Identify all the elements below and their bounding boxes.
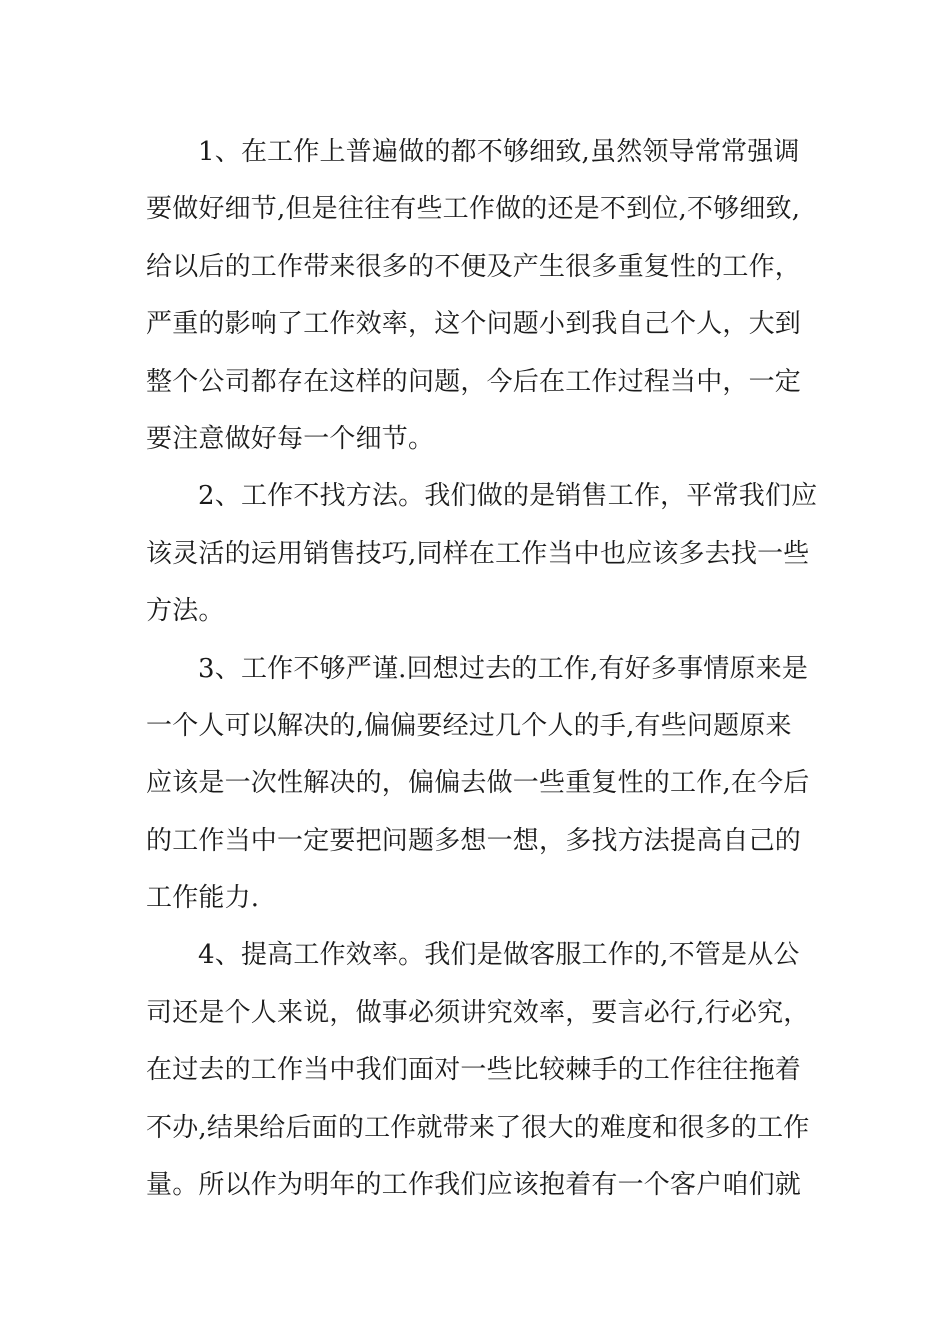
text-line: 司还是个人来说，做事必须讲究效率，要言必行,行必究，: [146, 997, 810, 1028]
paragraph-1: [146, 124, 808, 468]
text-line: 1、在工作上普遍做的都不够细致,虽然领导常常强调: [198, 137, 800, 167]
text-line: 2、工作不找方法。我们做的是销售工作，平常我们应: [198, 481, 818, 512]
text-line: 严重的影响了工作效率，这个问题小到我自己个人，大到: [146, 309, 802, 340]
text-line: 方法。: [146, 596, 225, 627]
text-line: 的工作当中一定要把问题多想一想，多找方法提高自己的: [146, 825, 802, 856]
text-line: 要做好细节,但是往往有些工作做的还是不到位,不够细致,: [146, 194, 801, 225]
text-line: 3、工作不够严谨.回想过去的工作,有好多事情原来是: [198, 653, 809, 684]
document-body: [146, 124, 818, 1214]
text-line: 一个人可以解决的,偏偏要经过几个人的手,有些问题原来: [146, 710, 792, 741]
text-line: 应该是一次性解决的，偏偏去做一些重复性的工作,在今后: [146, 768, 810, 799]
paragraph-2: [146, 468, 818, 640]
paragraph-4: [146, 927, 808, 1214]
text-line: 给以后的工作带来很多的不便及产生很多重复性的工作，: [146, 251, 802, 282]
text-line: 量。所以作为明年的工作我们应该抱着有一个客户咱们就: [146, 1170, 802, 1201]
text-line: 工作能力.: [146, 883, 260, 914]
text-line: 要注意做好每一个细节。: [146, 423, 435, 454]
text-line: 不办,结果给后面的工作就带来了很大的难度和很多的工作: [146, 1112, 810, 1143]
paragraph-3: [146, 641, 808, 928]
text-line: 4、提高工作效率。我们是做客服工作的,不管是从公: [198, 940, 800, 971]
text-line: 该灵活的运用销售技巧,同样在工作当中也应该多去找一些: [146, 538, 810, 569]
text-line: 在过去的工作当中我们面对一些比较棘手的工作往往拖着: [146, 1055, 802, 1086]
text-line: 整个公司都存在这样的问题，今后在工作过程当中，一定: [146, 366, 802, 397]
